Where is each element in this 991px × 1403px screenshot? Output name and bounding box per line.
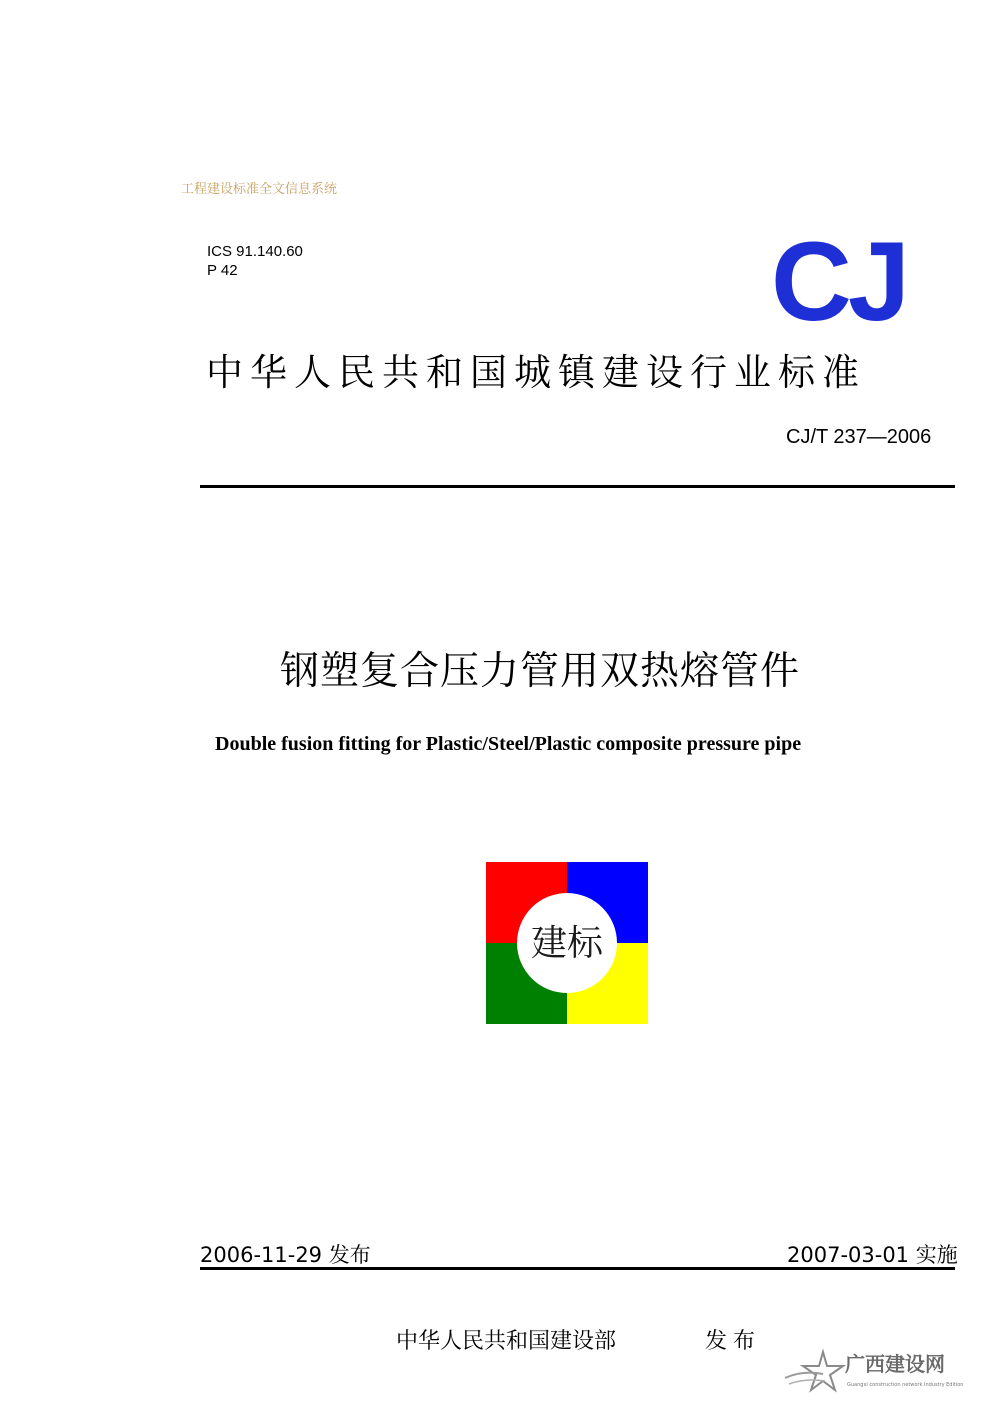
top-divider <box>200 485 955 488</box>
ics-code: ICS 91.140.60 <box>207 243 303 260</box>
system-name: 工程建设标准全文信息系统 <box>181 182 338 197</box>
class-code: P 42 <box>207 262 238 279</box>
cj-logo: CJ <box>771 219 907 344</box>
document-title-en: Double fusion fitting for Plastic/Steel/Plastic composite pressure pipe <box>215 733 802 755</box>
issue-date: 2006-11-29 发布 <box>200 1243 371 1267</box>
issue-verb: 发布 <box>705 1329 762 1354</box>
classification-block <box>207 242 303 280</box>
mark-text: 建标 <box>530 923 603 964</box>
watermark-subtitle: Guangxi construction network Industry Edition <box>847 1382 964 1388</box>
bottom-divider <box>200 1267 955 1270</box>
implementation-date: 2007-03-01 实施 <box>787 1243 958 1267</box>
issuing-authority: 中华人民共和国建设部 <box>396 1329 617 1354</box>
industry-standard-title: 中华人民共和国城镇建设行业标准 <box>206 351 866 394</box>
standard-code: CJ/T 237—2006 <box>786 426 932 448</box>
watermark <box>783 1348 983 1396</box>
star-icon <box>783 1348 849 1396</box>
watermark-title: 广西建设网 <box>845 1352 945 1376</box>
standard-mark-logo <box>486 862 648 1024</box>
document-title-cn: 钢塑复合压力管用双热熔管件 <box>280 649 801 694</box>
